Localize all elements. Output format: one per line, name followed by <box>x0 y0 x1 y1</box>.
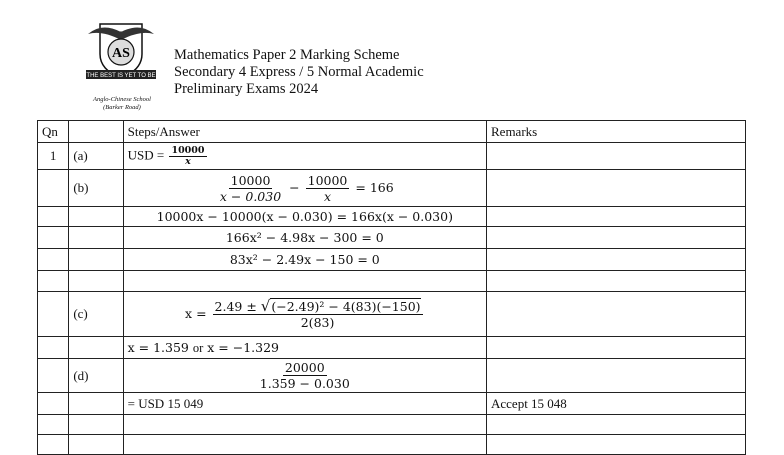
part-cell <box>69 271 123 292</box>
equation-lhs: x = <box>185 305 207 321</box>
steps-cell <box>123 143 486 170</box>
qn-cell <box>38 292 69 337</box>
table-row <box>38 170 746 207</box>
qn-cell <box>38 227 69 249</box>
steps-cell <box>123 292 486 337</box>
header-part <box>69 121 123 143</box>
fraction <box>218 173 283 204</box>
table-row <box>38 435 746 455</box>
part-cell: (b) <box>69 170 123 207</box>
qn-cell <box>38 271 69 292</box>
qn-cell <box>38 337 69 359</box>
table-row <box>38 393 746 415</box>
remarks-cell: Accept 15 048 <box>487 393 746 415</box>
remarks-cell <box>487 292 746 337</box>
fraction-numerator <box>213 296 423 315</box>
steps-cell: 166x² − 4.98x − 300 = 0 <box>123 227 486 249</box>
steps-cell: = USD 15 049 <box>123 393 486 415</box>
title-line3: Preliminary Exams 2024 <box>174 81 319 97</box>
table-row <box>38 415 746 435</box>
school-name-line2: (Barker Road) <box>103 104 141 111</box>
remarks-cell <box>487 249 746 271</box>
fraction-numerator: 20000 <box>284 360 325 375</box>
fraction-denominator: x − 0.030 <box>219 188 282 204</box>
remarks-cell <box>487 359 746 393</box>
fraction-numerator: 10000 <box>171 144 205 156</box>
numerator-prefix: 2.49 ± <box>214 298 257 314</box>
steps-cell: 83x² − 2.49x − 150 = 0 <box>123 249 486 271</box>
root-two: x = −1.329 <box>207 339 279 355</box>
part-cell <box>69 435 123 455</box>
table-row <box>38 207 746 227</box>
qn-cell: 1 <box>38 143 69 170</box>
header-qn: Qn <box>38 121 69 143</box>
qn-cell <box>38 170 69 207</box>
school-crest-icon <box>78 20 164 86</box>
table-row <box>38 271 746 292</box>
qn-cell <box>38 249 69 271</box>
title-line1: Mathematics Paper 2 Marking Scheme <box>174 47 400 63</box>
remarks-cell <box>487 271 746 292</box>
part-cell <box>69 249 123 271</box>
remarks-cell <box>487 227 746 249</box>
remarks-cell <box>487 337 746 359</box>
part-cell <box>69 227 123 249</box>
steps-cell <box>123 271 486 292</box>
steps-cell <box>123 170 486 207</box>
root-one: x = 1.359 <box>127 339 189 355</box>
remarks-cell <box>487 415 746 435</box>
part-cell: (a) <box>69 143 123 170</box>
steps-cell <box>123 337 486 359</box>
steps-cell: 10000x − 10000(x − 0.030) = 166x(x − 0.030) <box>123 207 486 227</box>
steps-cell <box>123 435 486 455</box>
or-word: or <box>192 340 204 355</box>
fraction-numerator: 10000 <box>307 172 348 188</box>
part-cell <box>69 393 123 415</box>
crest-letters: AS <box>112 46 130 61</box>
qn-cell <box>38 207 69 227</box>
table-header-row <box>38 121 746 143</box>
qn-cell <box>38 415 69 435</box>
part-cell <box>69 337 123 359</box>
header-remarks: Remarks <box>487 121 746 143</box>
usd-label: USD = <box>127 146 165 162</box>
steps-cell <box>123 359 486 393</box>
crest-motto: THE BEST IS YET TO BE <box>86 73 156 79</box>
fraction-denominator: x <box>185 155 191 167</box>
part-cell <box>69 207 123 227</box>
part-cell: (d) <box>69 359 123 393</box>
equation-rhs: = 166 <box>355 179 394 195</box>
marking-scheme-table <box>37 120 746 455</box>
qn-cell <box>38 359 69 393</box>
part-cell <box>69 415 123 435</box>
school-name <box>72 96 172 112</box>
table-row <box>38 143 746 170</box>
qn-cell <box>38 435 69 455</box>
fraction <box>213 296 423 330</box>
fraction <box>169 146 206 167</box>
table-row <box>38 249 746 271</box>
remarks-cell <box>487 207 746 227</box>
fraction-denominator: 1.359 − 0.030 <box>259 376 350 391</box>
fraction-numerator: 10000 <box>230 172 271 188</box>
fraction <box>258 360 352 391</box>
fraction-denominator: x <box>323 188 332 204</box>
table-row <box>38 359 746 393</box>
minus-sign: − <box>289 179 300 195</box>
table-row <box>38 292 746 337</box>
table-row <box>38 227 746 249</box>
qn-cell <box>38 393 69 415</box>
remarks-cell <box>487 170 746 207</box>
document-header <box>0 0 784 120</box>
fraction-denominator: 2(83) <box>300 314 335 330</box>
school-name-line1: Anglo-Chinese School <box>93 96 151 103</box>
document-title <box>174 47 424 98</box>
header-steps: Steps/Answer <box>123 121 486 143</box>
table-row <box>38 337 746 359</box>
part-cell: (c) <box>69 292 123 337</box>
remarks-cell <box>487 143 746 170</box>
steps-cell <box>123 415 486 435</box>
radicand: (−2.49)² − 4(83)(−150) <box>271 298 421 314</box>
fraction <box>306 173 350 204</box>
square-root-icon: √ <box>260 296 271 315</box>
title-line2: Secondary 4 Express / 5 Normal Academic <box>174 64 424 80</box>
remarks-cell <box>487 435 746 455</box>
